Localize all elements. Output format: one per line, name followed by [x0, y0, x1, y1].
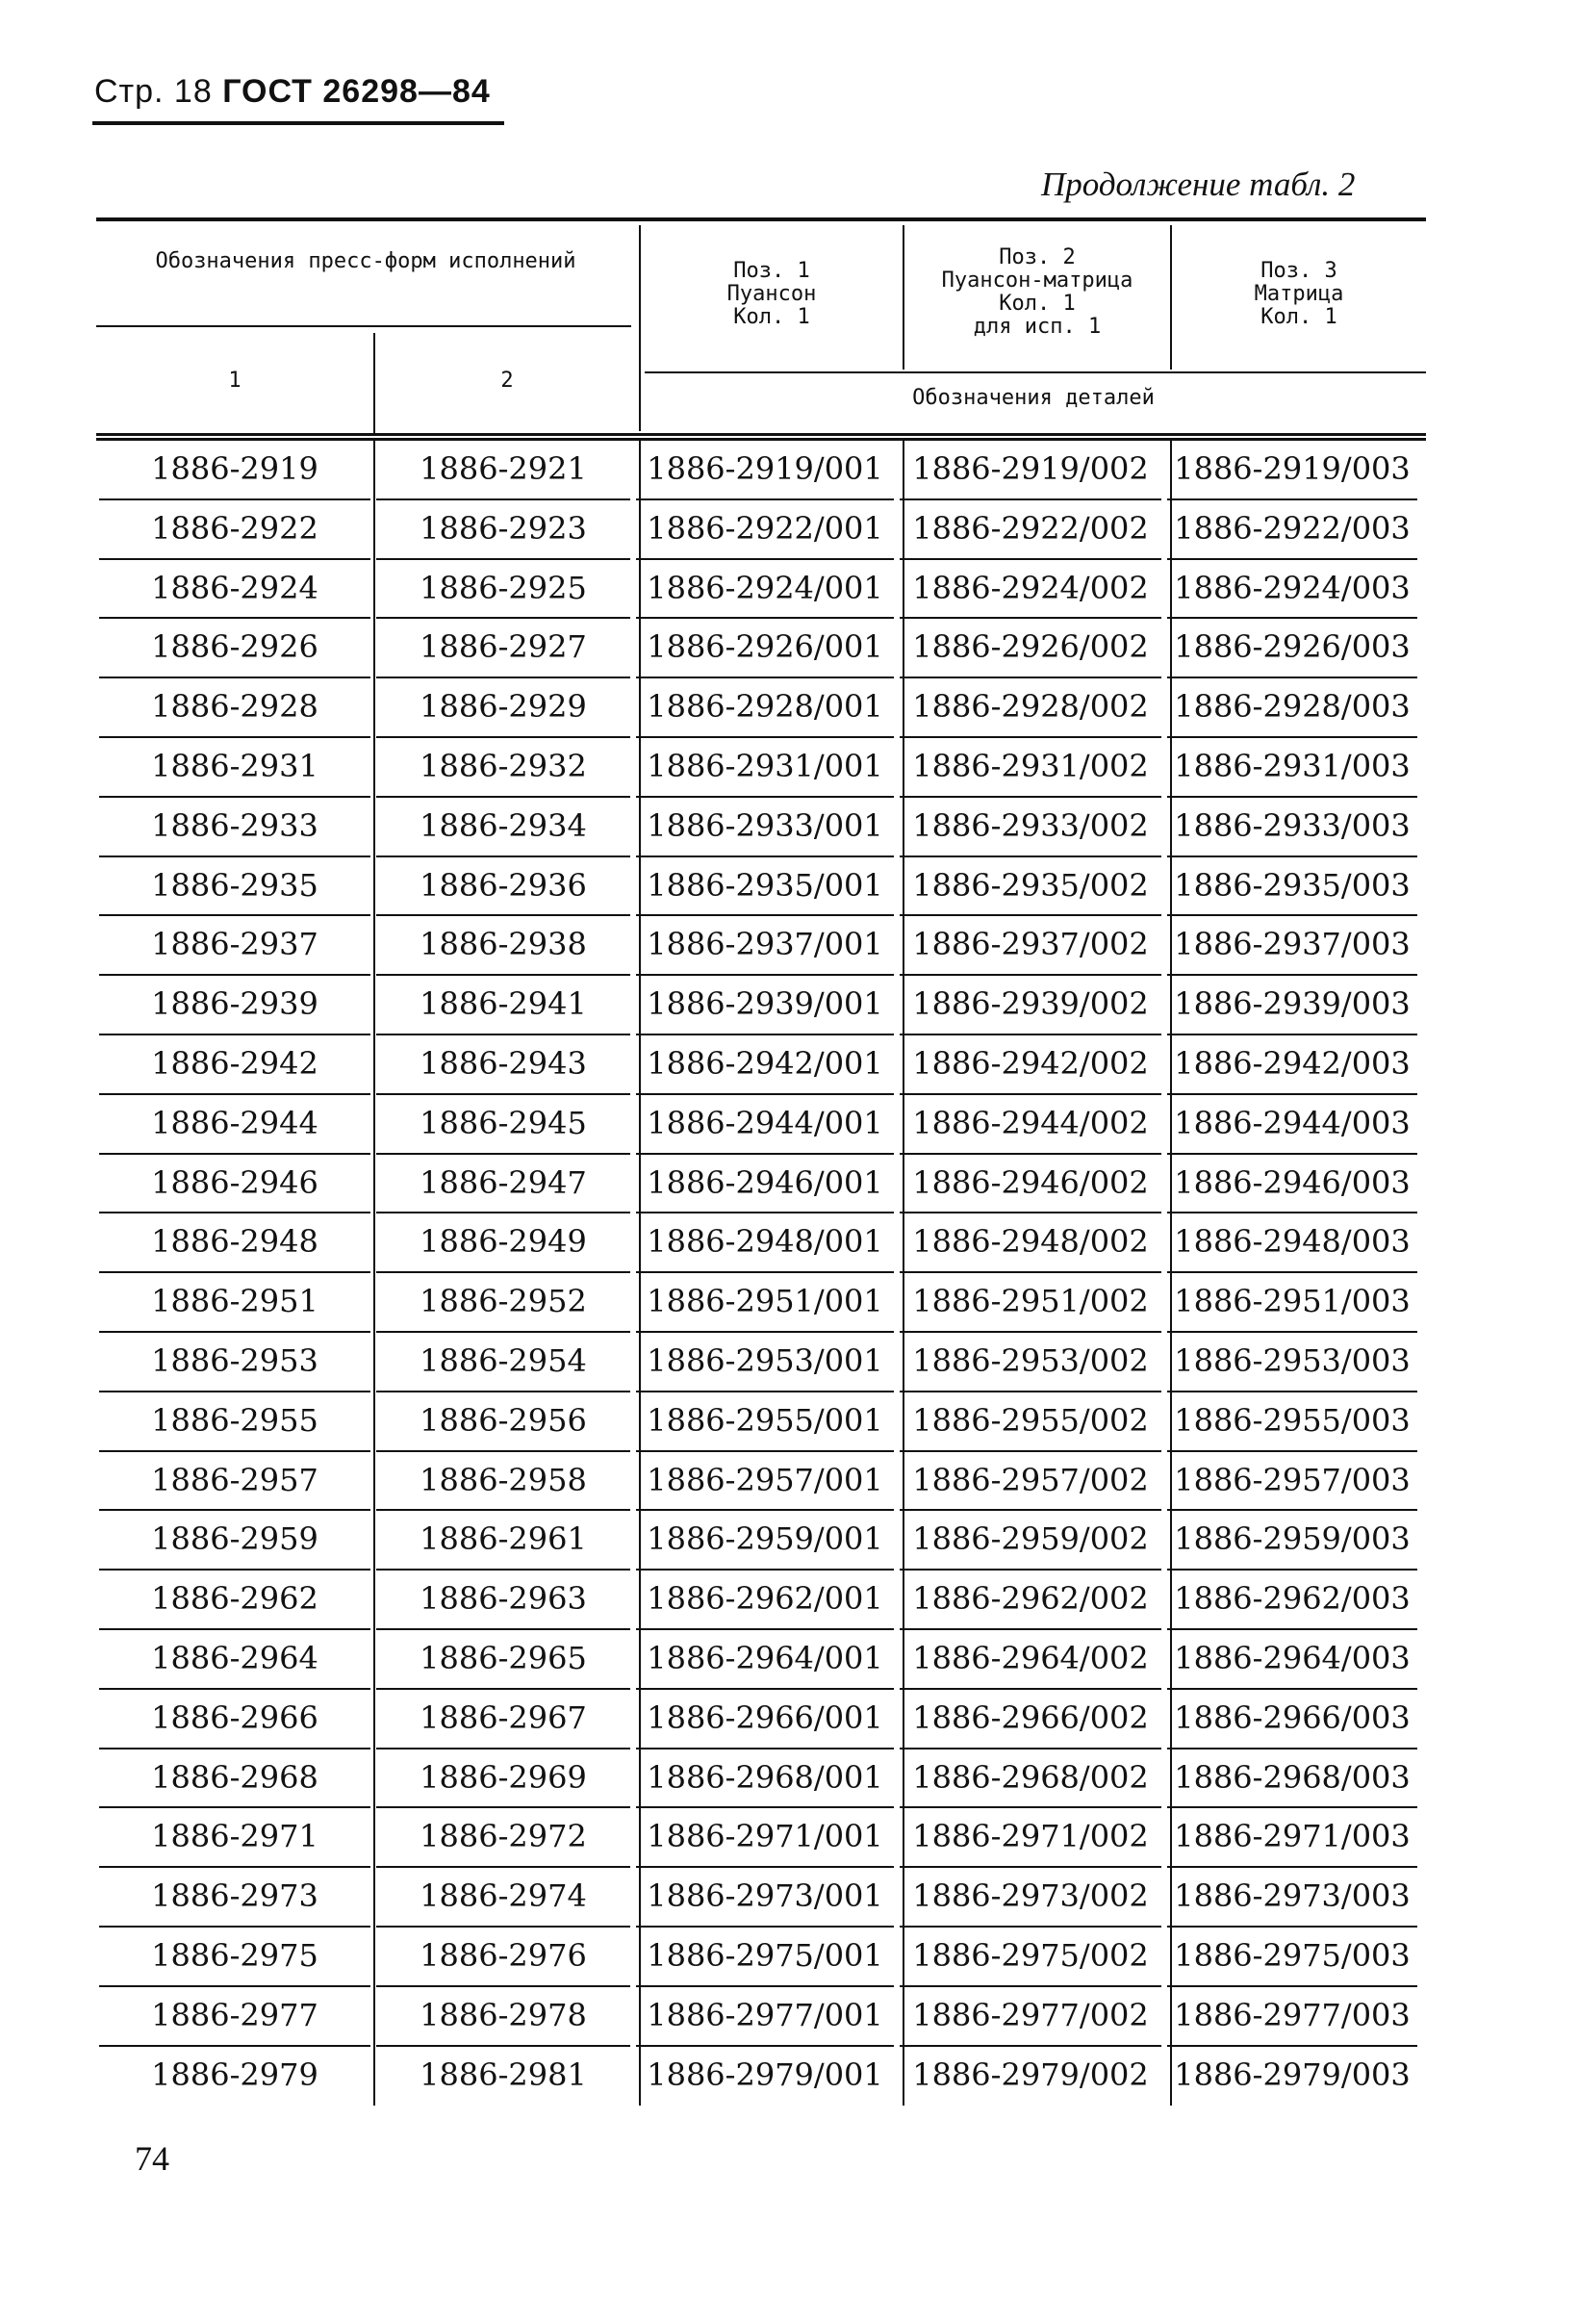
table-cell: 1886-2936 — [376, 857, 630, 917]
table-cell: 1886-2925 — [376, 560, 630, 620]
table-cell: 1886-2981 — [420, 2056, 587, 2093]
table-cell: 1886-2969 — [376, 1749, 630, 1809]
page-header — [94, 73, 491, 111]
table-cell: 1886-2922 — [99, 500, 370, 560]
table-cell: 1886-2975/001 — [636, 1928, 894, 1987]
table-row — [96, 1095, 1426, 1155]
table-row — [96, 1749, 1426, 1809]
pos2-line: Кол. 1 — [999, 292, 1076, 316]
table-cell: 1886-2944/003 — [1167, 1095, 1417, 1155]
table-cell: 1886-2964/002 — [900, 1630, 1161, 1690]
table-cell: 1886-2947 — [376, 1155, 630, 1214]
table-cell: 1886-2971/001 — [636, 1808, 894, 1868]
table-cell: 1886-2935/002 — [900, 857, 1161, 917]
table-cell: 1886-2965 — [376, 1630, 630, 1690]
pos2-header — [904, 246, 1170, 339]
table-cell: 1886-2922/002 — [900, 500, 1161, 560]
table-cell: 1886-2968/003 — [1167, 1749, 1417, 1809]
table-cell: 1886-2958 — [376, 1452, 630, 1512]
table-cell: 1886-2956 — [376, 1392, 630, 1452]
table-cell: 1886-2935/003 — [1167, 857, 1417, 917]
table-cell: 1886-2976 — [376, 1928, 630, 1987]
table-cell: 1886-2926/002 — [900, 619, 1161, 678]
table-cell: 1886-2954 — [376, 1333, 630, 1392]
table-cell: 1886-2975/003 — [1167, 1928, 1417, 1987]
table-row — [96, 976, 1426, 1035]
table-cell: 1886-2943 — [376, 1035, 630, 1095]
table-cell: 1886-2959/001 — [636, 1511, 894, 1571]
table-cell: 1886-2946 — [99, 1155, 370, 1214]
table-cell: 1886-2919/002 — [900, 441, 1161, 500]
table-cell: 1886-2971 — [99, 1808, 370, 1868]
table-cell: 1886-2951/002 — [900, 1273, 1161, 1333]
table-cell: 1886-2939/001 — [636, 976, 894, 1035]
table-cell: 1886-2935/001 — [636, 857, 894, 917]
table-cell: 1886-2942/003 — [1167, 1035, 1417, 1095]
table-cell: 1886-2939 — [99, 976, 370, 1035]
table-row — [96, 738, 1426, 798]
table-row — [96, 560, 1426, 620]
details-rule — [645, 371, 1426, 373]
table-cell: 1886-2945 — [376, 1095, 630, 1155]
group-header: Обозначения пресс-форм исполнений — [155, 249, 576, 273]
table-cell: 1886-2928/003 — [1167, 678, 1417, 738]
table-row — [96, 1511, 1426, 1571]
table-cell: 1886-2948/003 — [1167, 1213, 1417, 1273]
table-cell: 1886-2942/001 — [636, 1035, 894, 1095]
table-cell: 1886-2924/003 — [1167, 560, 1417, 620]
table-cell: 1886-2966/002 — [900, 1690, 1161, 1749]
table-cell: 1886-2942 — [99, 1035, 370, 1095]
table-row — [96, 916, 1426, 976]
table-cell: 1886-2944/002 — [900, 1095, 1161, 1155]
standard-number: ГОСТ 26298—84 — [222, 73, 491, 110]
table-cell: 1886-2966/001 — [636, 1690, 894, 1749]
table-cell: 1886-2944 — [99, 1095, 370, 1155]
table-row — [96, 1035, 1426, 1095]
header-rule — [96, 325, 631, 327]
table-cell: 1886-2972 — [376, 1808, 630, 1868]
table-cell: 1886-2962/003 — [1167, 1571, 1417, 1630]
table-cell: 1886-2919/003 — [1167, 441, 1417, 500]
table-cell: 1886-2924/002 — [900, 560, 1161, 620]
table-row — [96, 1452, 1426, 1512]
table-cell: 1886-2953/001 — [636, 1333, 894, 1392]
page-number: 74 — [135, 2139, 169, 2178]
table-cell: 1886-2921 — [376, 441, 630, 500]
table-row — [96, 619, 1426, 678]
pos2-line: для исп. 1 — [973, 315, 1102, 339]
parts-table — [96, 217, 1426, 2106]
table-cell: 1886-2953/003 — [1167, 1333, 1417, 1392]
table-cell: 1886-2928 — [99, 678, 370, 738]
pos2-line: Поз. 2 — [999, 245, 1076, 269]
table-row — [96, 1155, 1426, 1214]
table-cell: 1886-2933 — [99, 798, 370, 857]
table-row — [96, 1392, 1426, 1452]
table-cell: 1886-2975/002 — [900, 1928, 1161, 1987]
pos3-header — [1172, 260, 1426, 329]
table-cell: 1886-2953 — [99, 1333, 370, 1392]
table-cell: 1886-2971/002 — [900, 1808, 1161, 1868]
table-cell: 1886-2948/002 — [900, 1213, 1161, 1273]
table-cell: 1886-2948/001 — [636, 1213, 894, 1273]
table-cell: 1886-2931 — [99, 738, 370, 798]
table-row — [96, 1987, 1426, 2047]
table-cell: 1886-2973 — [99, 1868, 370, 1928]
pos1-header — [641, 260, 903, 329]
table-cell: 1886-2973/002 — [900, 1868, 1161, 1928]
table-cell: 1886-2962 — [99, 1571, 370, 1630]
table-cell: 1886-2959/002 — [900, 1511, 1161, 1571]
table-cell: 1886-2968 — [99, 1749, 370, 1809]
table-cell: 1886-2938 — [376, 916, 630, 976]
table-cell: 1886-2977/003 — [1167, 1987, 1417, 2047]
table-cell: 1886-2937 — [99, 916, 370, 976]
table-cell: 1886-2964/003 — [1167, 1630, 1417, 1690]
table-cell: 1886-2923 — [376, 500, 630, 560]
table-cell: 1886-2933/002 — [900, 798, 1161, 857]
pos1-line: Поз. 1 — [733, 259, 810, 283]
table-cell: 1886-2953/002 — [900, 1333, 1161, 1392]
table-cell: 1886-2946/003 — [1167, 1155, 1417, 1214]
table-cell: 1886-2973/003 — [1167, 1868, 1417, 1928]
sub-header-2: 2 — [500, 369, 514, 393]
table-row — [96, 1571, 1426, 1630]
pos1-line: Кол. 1 — [733, 305, 810, 329]
table-row — [96, 441, 1426, 500]
table-cell: 1886-2922/003 — [1167, 500, 1417, 560]
sub-header-1: 1 — [228, 369, 242, 393]
table-cell: 1886-2928/001 — [636, 678, 894, 738]
table-cell: 1886-2933/003 — [1167, 798, 1417, 857]
table-cell: 1886-2928/002 — [900, 678, 1161, 738]
table-cell: 1886-2933/001 — [636, 798, 894, 857]
table-cell: 1886-2934 — [376, 798, 630, 857]
table-row — [96, 678, 1426, 738]
table-cell: 1886-2959/003 — [1167, 1511, 1417, 1571]
table-cell: 1886-2939/002 — [900, 976, 1161, 1035]
header-double-rule — [96, 433, 1426, 441]
table-cell: 1886-2967 — [376, 1690, 630, 1749]
table-row — [96, 1630, 1426, 1690]
table-cell: 1886-2966/003 — [1167, 1690, 1417, 1749]
table-cell: 1886-2955/001 — [636, 1392, 894, 1452]
table-cell: 1886-2968/001 — [636, 1749, 894, 1809]
table-cell: 1886-2926 — [99, 619, 370, 678]
page-label: Стр. 18 — [94, 73, 213, 110]
table-row — [96, 1928, 1426, 1987]
table-cell: 1886-2924 — [99, 560, 370, 620]
table-body — [96, 441, 1426, 2106]
table-cell: 1886-2963 — [376, 1571, 630, 1630]
header-rule — [92, 121, 504, 125]
table-row — [96, 2047, 1426, 2107]
table-cell: 1886-2955 — [99, 1392, 370, 1452]
table-cell: 1886-2922/001 — [636, 500, 894, 560]
table-cell: 1886-2966 — [99, 1690, 370, 1749]
table-cell: 1886-2931/001 — [636, 738, 894, 798]
table-cell: 1886-2948 — [99, 1213, 370, 1273]
table-cell: 1886-2974 — [376, 1868, 630, 1928]
table-cell: 1886-2964/001 — [636, 1630, 894, 1690]
continuation-caption: Продолжение табл. 2 — [1041, 166, 1356, 203]
table-cell: 1886-2979/001 — [647, 2056, 883, 2093]
table-cell: 1886-2979 — [151, 2056, 318, 2093]
pos3-line: Кол. 1 — [1260, 305, 1337, 329]
table-cell: 1886-2927 — [376, 619, 630, 678]
table-cell: 1886-2919 — [99, 441, 370, 500]
table-cell: 1886-2957/003 — [1167, 1452, 1417, 1512]
table-cell: 1886-2977/001 — [636, 1987, 894, 2047]
table-cell: 1886-2964 — [99, 1630, 370, 1690]
table-cell: 1886-2973/001 — [636, 1868, 894, 1928]
pos1-line: Пуансон — [726, 282, 817, 306]
table-cell: 1886-2979/002 — [912, 2056, 1149, 2093]
table-cell: 1886-2975 — [99, 1928, 370, 1987]
table-cell: 1886-2968/002 — [900, 1749, 1161, 1809]
table-cell: 1886-2926/001 — [636, 619, 894, 678]
table-cell: 1886-2962/002 — [900, 1571, 1161, 1630]
table-cell: 1886-2924/001 — [636, 560, 894, 620]
table-cell: 1886-2931/002 — [900, 738, 1161, 798]
table-cell: 1886-2962/001 — [636, 1571, 894, 1630]
table-cell: 1886-2937/002 — [900, 916, 1161, 976]
pos3-line: Поз. 3 — [1260, 259, 1337, 283]
table-cell: 1886-2951/001 — [636, 1273, 894, 1333]
table-row — [96, 1273, 1426, 1333]
table-cell: 1886-2961 — [376, 1511, 630, 1571]
table-row — [96, 1333, 1426, 1392]
table-row — [96, 798, 1426, 857]
table-cell: 1886-2942/002 — [900, 1035, 1161, 1095]
table-cell: 1886-2979/003 — [1174, 2056, 1411, 2093]
table-cell: 1886-2957 — [99, 1452, 370, 1512]
table-cell: 1886-2946/002 — [900, 1155, 1161, 1214]
table-cell: 1886-2935 — [99, 857, 370, 917]
table-cell: 1886-2932 — [376, 738, 630, 798]
table-cell: 1886-2951/003 — [1167, 1273, 1417, 1333]
table-cell: 1886-2941 — [376, 976, 630, 1035]
pos3-line: Матрица — [1254, 282, 1344, 306]
table-cell: 1886-2971/003 — [1167, 1808, 1417, 1868]
table-row — [96, 1868, 1426, 1928]
table-cell: 1886-2949 — [376, 1213, 630, 1273]
table-cell: 1886-2929 — [376, 678, 630, 738]
table-cell: 1886-2978 — [376, 1987, 630, 2047]
table-cell: 1886-2944/001 — [636, 1095, 894, 1155]
table-header — [96, 221, 1426, 433]
table-row — [96, 500, 1426, 560]
pos2-line: Пуансон-матрица — [941, 268, 1133, 293]
table-cell: 1886-2939/003 — [1167, 976, 1417, 1035]
table-row — [96, 1690, 1426, 1749]
table-cell: 1886-2957/001 — [636, 1452, 894, 1512]
table-cell: 1886-2926/003 — [1167, 619, 1417, 678]
table-cell: 1886-2977/002 — [900, 1987, 1161, 2047]
table-cell: 1886-2957/002 — [900, 1452, 1161, 1512]
table-cell: 1886-2977 — [99, 1987, 370, 2047]
table-cell: 1886-2919/001 — [636, 441, 894, 500]
table-cell: 1886-2952 — [376, 1273, 630, 1333]
table-row — [96, 857, 1426, 917]
table-cell: 1886-2946/001 — [636, 1155, 894, 1214]
table-cell: 1886-2951 — [99, 1273, 370, 1333]
table-row — [96, 1213, 1426, 1273]
table-cell: 1886-2955/002 — [900, 1392, 1161, 1452]
table-row — [96, 1808, 1426, 1868]
table-cell: 1886-2937/001 — [636, 916, 894, 976]
table-cell: 1886-2937/003 — [1167, 916, 1417, 976]
table-cell: 1886-2931/003 — [1167, 738, 1417, 798]
table-cell: 1886-2959 — [99, 1511, 370, 1571]
table-cell: 1886-2955/003 — [1167, 1392, 1417, 1452]
details-header: Обозначения деталей — [912, 386, 1155, 410]
